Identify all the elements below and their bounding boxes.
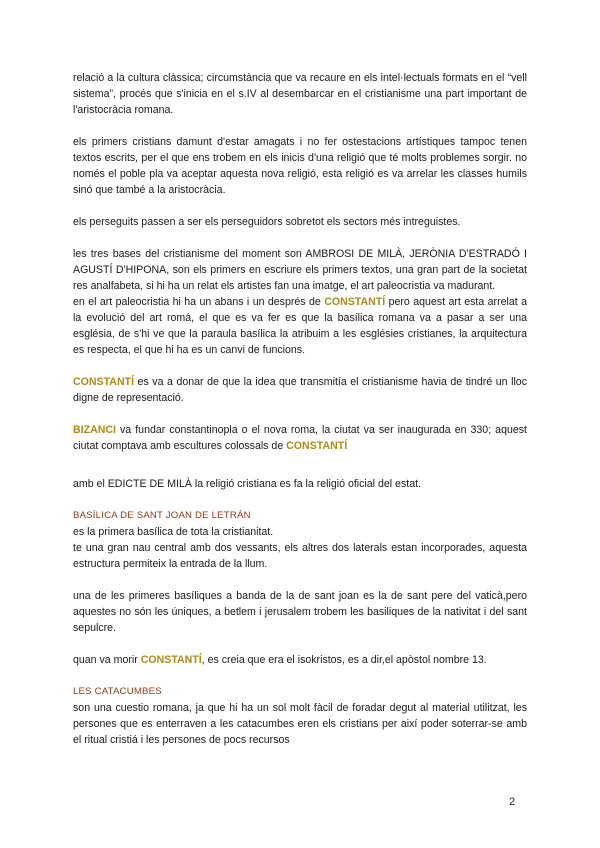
paragraph-4: les tres bases del cristianisme del moment son AMBROSI DE MILÀ, JERÒNIA D'ESTRADÓ I AGUSTÍ D'HIPONA, son els primers en escriure els primers textos, una gran part de la societat res analfabeta, si hi ha un relat els artistes fan una imatge, el art paleocristia va madurant.	[73, 248, 527, 292]
page-number: 2	[509, 796, 516, 808]
paragraph-12-end: , es creia que era el isokristos, es a dir,el apòstol nombre 13.	[201, 654, 487, 666]
paragraph-6-end: es va a donar de que la idea que transmitía el cristianisme havia de tindré un lloc digne de representació.	[73, 376, 527, 404]
keyword-constanti: CONSTANTÍ	[286, 440, 348, 452]
paragraph-11: una de les primeres basíliques a banda de la de sant joan es la de sant pere del vaticà,pero aquestes no són les úniques, a betlem i jerusalem trobem les basiliques de la nativitat i del sant sepulcre.	[73, 590, 527, 634]
keyword-bizanci: BIZANCI	[73, 424, 116, 436]
section-heading-catacumbes: LES CATACUMBES	[73, 686, 162, 697]
paragraph-1: relació a la cultura clàssica; circumstància que va recaure en els intel·lectuals formats en el “vell sistema”, procés que s'inicia en el s.IV al desembarcar en el cristianisme una part important de l'aristocràcia romana.	[73, 72, 527, 116]
paragraph-10: te una gran nau central amb dos vessants, els altres dos laterals estan incorporades, aquesta estructura permiteix la entrada de la llum.	[73, 542, 527, 570]
paragraph-12	[73, 652, 527, 668]
paragraph-13: son una cuestio romana, ja que hi ha un sol molt fàcil de foradar degut al material utilitzat, les persones que es enterraven a les catacumbes eren els cristians per així poder soterrar-se amb el ritual cristiá i les persones de pocs recursos	[73, 702, 527, 746]
paragraph-9: es la primera basílica de tota la cristianitat.	[73, 526, 274, 538]
keyword-constanti: CONSTANTÍ	[140, 654, 202, 666]
paragraph-2: els primers cristians damunt d'estar amagats i no fer ostestacions artístiques tampoc tenen textos escrits, per el que ens trobem en els inicis d'una religió que té molts problemes sorgir. no només el poble pla va aceptar aquesta nova religió, esta religió es va arrelar les classes humils sinó que també a la aristocràcia.	[73, 136, 527, 196]
paragraph-3: els perseguits passen a ser els perseguidors sobretot els sectors més intreguistes.	[73, 216, 461, 228]
paragraph-7	[73, 422, 527, 454]
paragraph-5-start: en el art paleocristia hi ha un abans i un després de	[73, 296, 325, 308]
paragraph-5-end: pero aquest art esta arrelat a la evolució del art romá, el que es va fer es que la basílica romana va a pasar a ser una església, de s'hi ve que la paraula basílica la atribuim a les esglésies cristianes, la arquitectura es respecta, el que hi ha es un canvi de funcions.	[73, 296, 527, 356]
keyword-constanti: CONSTANTÍ	[324, 296, 386, 308]
page-body	[73, 70, 527, 748]
section-heading-basilica: BASÍLICA DE SANT JOAN DE LETRÁN	[73, 510, 251, 521]
paragraph-8: amb el EDICTE DE MILÀ la religió cristiana es fa la religió oficial del estat.	[73, 478, 421, 490]
paragraph-12-start: quan va morir	[73, 654, 141, 666]
paragraph-6	[73, 374, 527, 406]
keyword-constanti: CONSTANTÍ	[73, 376, 135, 388]
paragraph-5	[73, 294, 527, 358]
paragraph-7-mid: va fundar constantinopla o el nova roma, la ciutat va ser inaugurada en 330; aquest ciutat comptava amb escultures colossals de	[73, 424, 527, 452]
